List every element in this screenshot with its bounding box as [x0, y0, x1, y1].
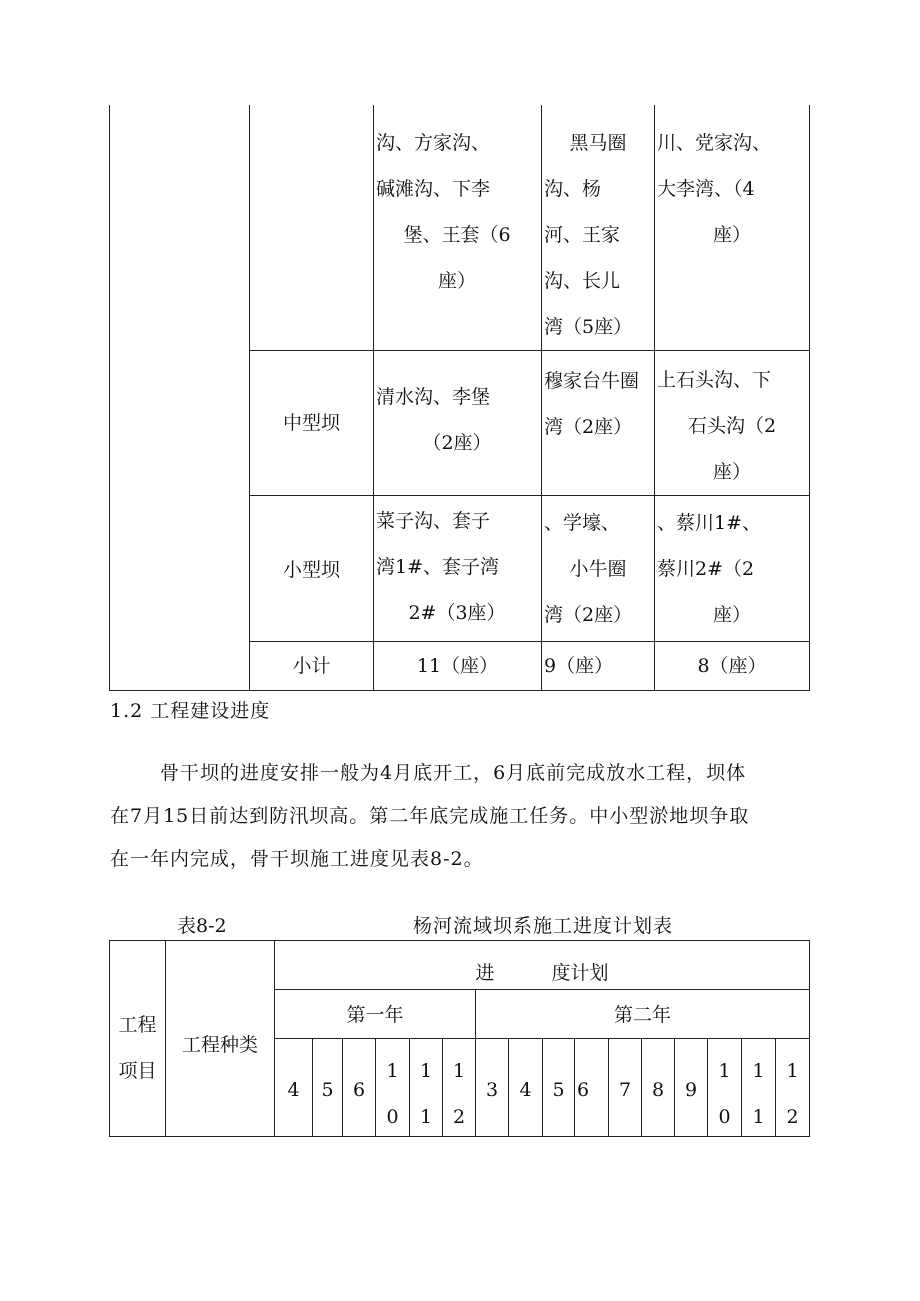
- cell-line: 湾（2座）: [544, 604, 633, 626]
- header-year2: 第二年: [613, 1004, 671, 1026]
- cell-line: 座）: [712, 461, 751, 483]
- month-y2-3: 3: [485, 1079, 499, 1101]
- section-heading: 1.2 工程建设进度: [110, 700, 271, 722]
- cell-line: 座）: [712, 224, 751, 246]
- table-caption-number: 表8-2: [177, 915, 227, 937]
- paragraph-line: 在7月15日前达到防汛坝高。第二年底完成施工任务。中小型淤地坝争取: [110, 805, 750, 827]
- mid-row-col2: [544, 358, 654, 450]
- month-digit: 1: [419, 1060, 433, 1082]
- month-y2-9: 9: [684, 1079, 698, 1101]
- month-digit: 0: [718, 1106, 731, 1128]
- cell-line: 石头沟（2: [687, 415, 777, 437]
- month-y1-5: 5: [321, 1079, 334, 1101]
- cell-line: 黑马圈: [569, 132, 627, 154]
- cell-line: 河、王家: [544, 224, 621, 246]
- month-y2-5: 5: [552, 1079, 565, 1101]
- table-caption-title: 杨河流域坝系施工进度计划表: [413, 915, 674, 937]
- row-label-subtotal: 小计: [292, 655, 331, 677]
- cell-line: 小牛圈: [569, 558, 627, 580]
- mid-row-col1: [376, 374, 538, 466]
- header-year1: 第一年: [346, 1004, 404, 1026]
- cell-line: 沟、杨: [544, 178, 602, 200]
- subtotal-col2: 9（座）: [544, 655, 614, 677]
- month-y1-10: [376, 1048, 409, 1140]
- header-line: 项目: [118, 1060, 157, 1082]
- top-row-col3: [657, 120, 807, 258]
- cell-line: 清水沟、李堡: [376, 386, 491, 408]
- row-label-medium-dam: 中型坝: [282, 412, 340, 434]
- month-digit: 1: [386, 1060, 399, 1082]
- top-row-col1: [376, 120, 538, 304]
- body-paragraph: [110, 752, 820, 881]
- cell-line: 湾（2座）: [544, 416, 633, 438]
- month-y2-4: 4: [519, 1079, 532, 1101]
- cell-line: 座）: [437, 270, 476, 292]
- month-y2-12: [776, 1048, 809, 1140]
- mid-row-col3: [657, 357, 807, 495]
- header-project: [110, 1002, 165, 1094]
- paragraph-line: 在一年内完成，骨干坝施工进度见表8-2。: [110, 848, 484, 870]
- month-y2-8: 8: [651, 1079, 665, 1101]
- month-y2-11: [742, 1048, 775, 1140]
- month-digit: 1: [786, 1060, 799, 1082]
- small-row-col2: [544, 500, 652, 638]
- month-digit: 2: [452, 1106, 466, 1128]
- month-digit: 1: [419, 1106, 433, 1128]
- month-y2-10: [708, 1048, 741, 1140]
- month-digit: 1: [752, 1060, 765, 1082]
- row-label-small-dam: 小型坝: [282, 559, 340, 581]
- cell-line: 上石头沟、下: [657, 369, 772, 391]
- month-digit: 1: [752, 1106, 765, 1128]
- cell-line: 、学壕、: [544, 512, 621, 534]
- cell-line: 大李湾、（4: [657, 178, 755, 200]
- month-digit: 1: [718, 1060, 731, 1082]
- subtotal-col1: 11（座）: [416, 655, 499, 677]
- cell-line: 蔡川2#（2: [657, 558, 755, 580]
- month-digit: 0: [386, 1106, 399, 1128]
- cell-line: 2#（3座）: [408, 602, 506, 624]
- cell-line: 穆家台牛圈: [544, 370, 640, 392]
- cell-line: 沟、长儿: [544, 270, 621, 292]
- month-y2-7: 7: [618, 1079, 632, 1101]
- month-y1-6: 6: [352, 1079, 366, 1101]
- month-y2-6: 6: [577, 1079, 590, 1101]
- small-row-col3: [657, 500, 807, 638]
- cell-line: 碱滩沟、下李: [376, 178, 491, 200]
- header-type: 工程种类: [181, 1034, 258, 1056]
- small-row-col1: [376, 498, 538, 636]
- paragraph-line: 骨干坝的进度安排一般为4月底开工，6月底前完成放水工程，坝体: [160, 762, 747, 784]
- cell-line: 川、党家沟、: [657, 132, 772, 154]
- top-row-col2: [544, 120, 652, 350]
- cell-line: 座）: [712, 604, 751, 626]
- header-line: 工程: [118, 1014, 157, 1036]
- subtotal-col3: 8（座）: [697, 655, 767, 677]
- cell-line: 湾1#、套子湾: [376, 556, 500, 578]
- cell-line: 、蔡川1#、: [657, 512, 762, 534]
- cell-line: 湾（5座）: [544, 316, 633, 338]
- month-digit: 1: [452, 1060, 466, 1082]
- month-y1-12: [443, 1048, 475, 1140]
- cell-line: 堡、王套（6: [403, 224, 511, 246]
- header-plan: 进 度计划: [475, 962, 609, 984]
- cell-line: 菜子沟、套子: [376, 510, 491, 532]
- month-y1-11: [410, 1048, 442, 1140]
- cell-line: 沟、方家沟、: [376, 132, 491, 154]
- month-digit: 2: [786, 1106, 799, 1128]
- cell-line: （2座）: [422, 432, 492, 454]
- month-y1-4: 4: [287, 1079, 300, 1101]
